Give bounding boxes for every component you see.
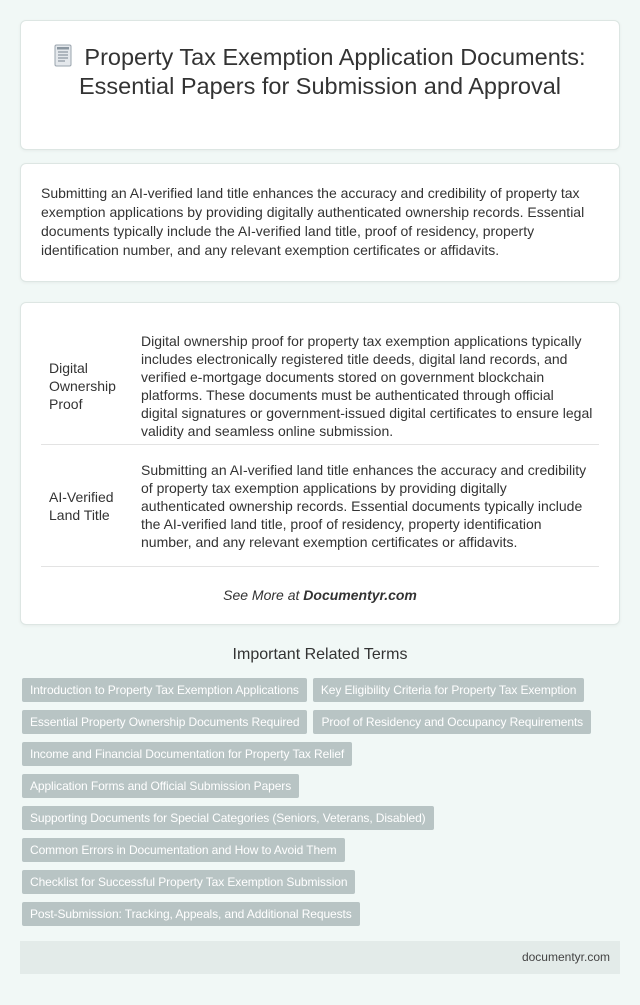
table-row — [41, 328, 599, 445]
related-term-tag[interactable]: Post-Submission: Tracking, Appeals, and Additional Requests — [22, 902, 360, 926]
tag-row — [22, 806, 622, 838]
related-terms-title: Important Related Terms — [232, 646, 408, 663]
footer — [20, 941, 620, 974]
tag-row — [22, 870, 622, 902]
row-label: Digital Ownership Proof — [49, 360, 116, 412]
see-more-line — [41, 587, 599, 603]
tag-row — [22, 710, 622, 742]
page-title — [51, 43, 589, 101]
tag-row — [22, 678, 622, 710]
footer-link[interactable]: documentyr.com — [521, 950, 610, 964]
related-term-tag[interactable]: Introduction to Property Tax Exemption Applications — [22, 678, 307, 702]
related-term-tag[interactable]: Essential Property Ownership Documents Required — [22, 710, 307, 734]
related-term-tag[interactable]: Income and Financial Documentation for Property Tax Relief — [22, 742, 352, 766]
table-row — [41, 445, 599, 567]
tag-row — [22, 838, 622, 870]
intro-paragraph: Submitting an AI-verified land title enhances the accuracy and credibility of property tax exemption applications by providing digitally authenticated ownership records. Essential documents typically include the AI-verified land title, proof of residency, property identification number, and any relevant exemption certificates or affidavits. — [41, 185, 585, 258]
page-title-text: Property Tax Exemption Application Documents: Essential Papers for Submission and Approval — [78, 44, 586, 99]
row-label: AI-Verified Land Title — [49, 488, 114, 523]
tag-row — [22, 902, 622, 934]
documents-table-card — [20, 302, 620, 625]
tag-row — [22, 742, 622, 774]
intro-card — [20, 163, 620, 282]
related-term-tag[interactable]: Application Forms and Official Submission Papers — [22, 774, 299, 798]
related-term-tag[interactable]: Supporting Documents for Special Categories (Seniors, Veterans, Disabled) — [22, 806, 434, 830]
see-more-link[interactable]: Documentyr.com — [303, 587, 417, 603]
row-description: Submitting an AI-verified land title enhances the accuracy and credibility of property tax exemption applications by providing digitally authenticated ownership records. Essential documents typically include the AI-verified land title, proof of residency, property identification number, and any relevant exemption certificates or affidavits. — [141, 461, 587, 550]
see-more-prefix: See More at — [223, 587, 304, 603]
related-term-tag[interactable]: Proof of Residency and Occupancy Requirements — [313, 710, 591, 734]
tag-row — [22, 774, 622, 806]
document-icon — [54, 44, 72, 67]
related-term-tag[interactable]: Key Eligibility Criteria for Property Tax Exemption — [313, 678, 584, 702]
related-term-tag[interactable]: Common Errors in Documentation and How to Avoid Them — [22, 838, 345, 862]
related-term-tag[interactable]: Checklist for Successful Property Tax Exemption Submission — [22, 870, 355, 894]
documents-table — [41, 328, 599, 567]
header-card — [20, 20, 620, 150]
related-terms-list — [22, 678, 622, 934]
row-description: Digital ownership proof for property tax exemption applications typically includes electronically registered title deeds, digital land records, and verified e-mortgage documents stored on government blockchain platforms. These documents must be authenticated through official digital signatures or government-issued digital certificates to ensure legal validity and seamless online submission. — [141, 333, 593, 439]
